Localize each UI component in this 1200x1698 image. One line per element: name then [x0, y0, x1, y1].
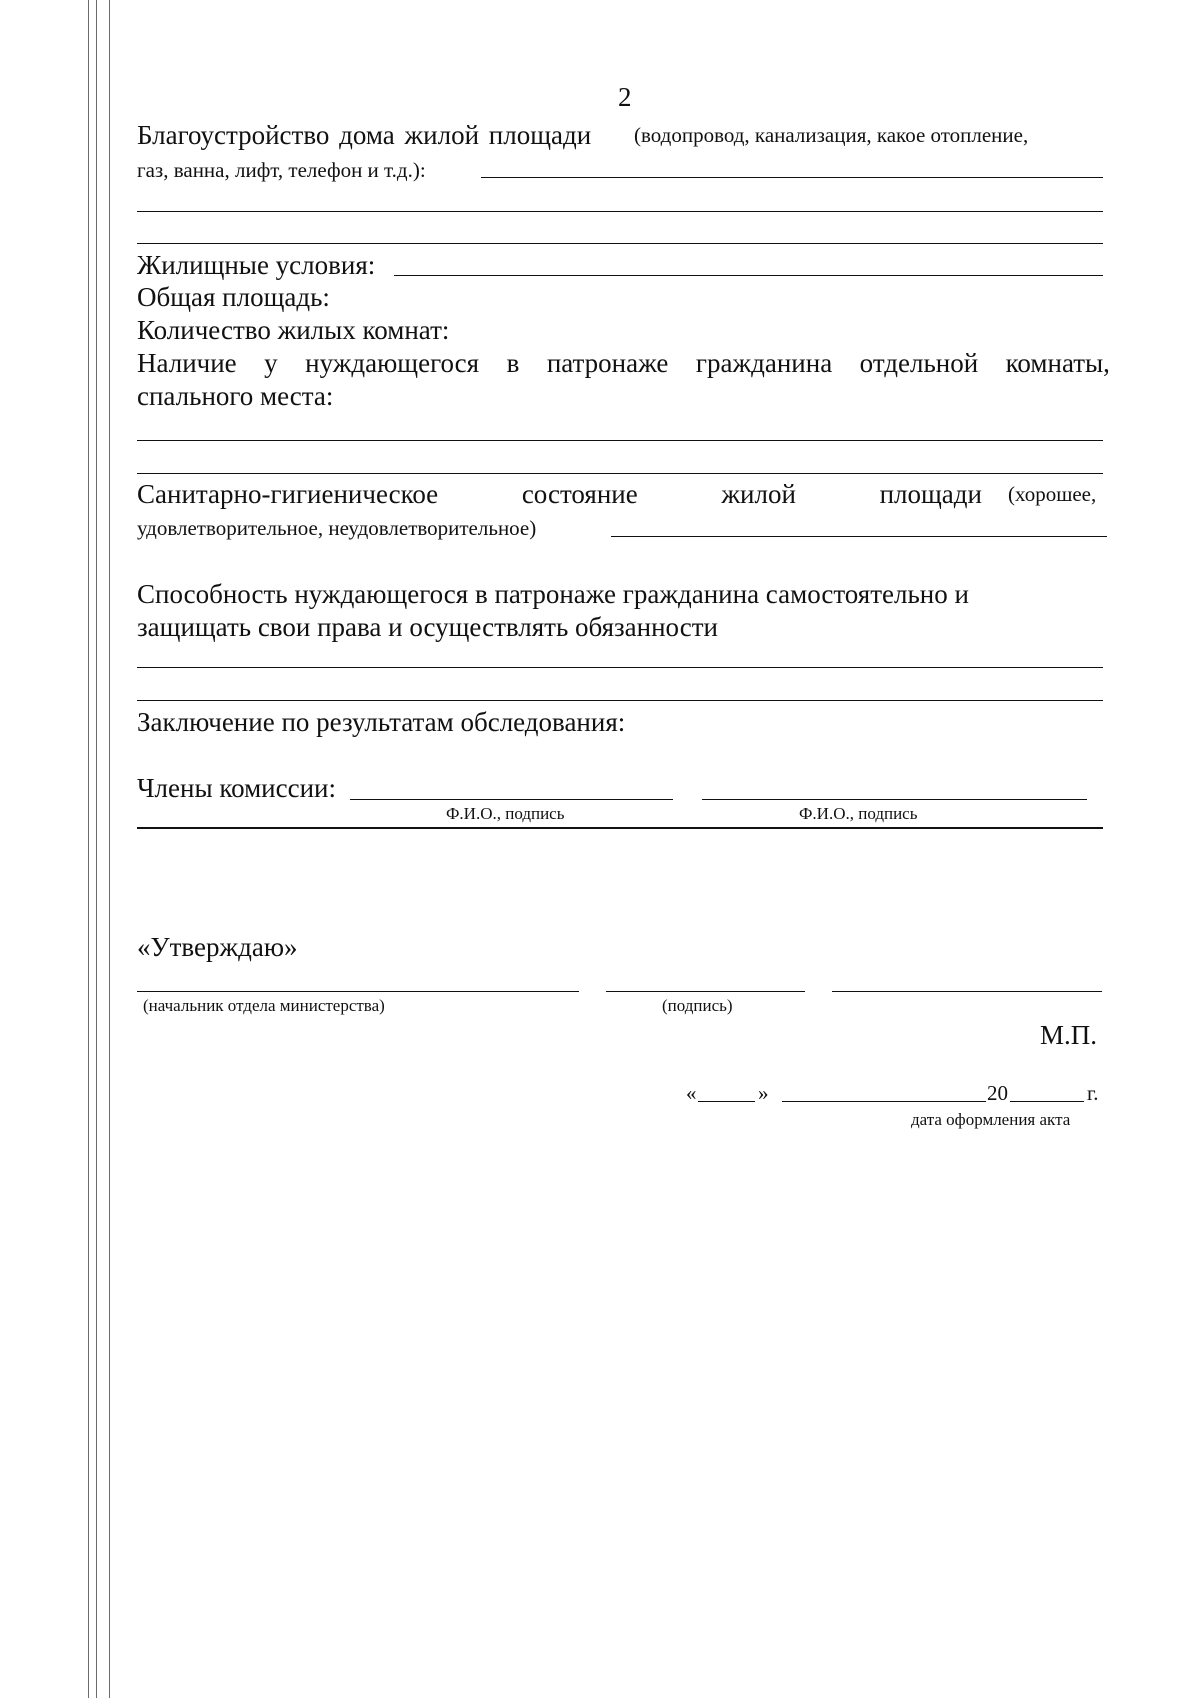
approval-title: «Утверждаю» [137, 932, 298, 962]
ability-fill-line-2 [137, 700, 1103, 701]
separate-room-word: отдельной [859, 348, 979, 378]
approval-head-caption: (начальник отдела министерства) [143, 996, 385, 1015]
sanitary-word: площади [879, 479, 982, 509]
date-month-line [782, 1101, 986, 1102]
date-year-suffix: г. [1087, 1081, 1099, 1105]
date-caption: дата оформления акта [911, 1110, 1071, 1129]
sanitary-line1 [137, 481, 982, 508]
page-number: 2 [618, 82, 632, 112]
ability-fill-line-1 [137, 667, 1103, 668]
ability-line2: защищать свои права и осуществлять обязанности [137, 612, 718, 642]
sanitary-word: Санитарно-гигиеническое [137, 479, 439, 509]
improvements-details-line1: (водопровод, канализация, какое отопление, [634, 123, 1029, 147]
margin-line-1 [88, 0, 89, 1698]
separate-room-fill-line-2 [137, 473, 1103, 474]
separate-room-word: Наличие [137, 348, 237, 378]
separate-room-word: комнаты, [1005, 348, 1110, 378]
date-day-line [698, 1101, 755, 1102]
approval-signature-caption: (подпись) [662, 996, 733, 1015]
separate-room-word: в [506, 348, 520, 378]
conclusion-label: Заключение по результатам обследования: [137, 707, 626, 737]
date-close-quote: » [758, 1081, 769, 1105]
commission-signature-line-1 [350, 799, 673, 800]
improvements-fill-line-1 [481, 177, 1103, 178]
sanitary-fill-line [611, 536, 1107, 537]
separate-room-line2: спального места: [137, 381, 334, 411]
commission-label: Члены комиссии: [137, 773, 336, 803]
sanitary-word: состояние [521, 479, 638, 509]
separate-room-word: гражданина [695, 348, 833, 378]
separate-room-fill-line-1 [137, 440, 1103, 441]
commission-divider-line [137, 827, 1103, 829]
improvements-label: Благоустройство дома жилой площади [137, 120, 592, 150]
ability-line1: Способность нуждающегося в патронаже гражданина самостоятельно и [137, 579, 969, 609]
separate-room-word: нуждающегося [305, 348, 480, 378]
margin-line-3 [109, 0, 110, 1698]
stamp-label: М.П. [1040, 1020, 1098, 1050]
approval-head-line [137, 991, 579, 992]
date-year-prefix: 20 [987, 1081, 1008, 1105]
date-open-quote: « [686, 1081, 697, 1105]
separate-room-line1 [137, 350, 1110, 377]
rooms-count-label: Количество жилых комнат: [137, 315, 450, 345]
commission-signature-caption-1: Ф.И.О., подпись [446, 804, 565, 823]
sanitary-paren: (хорошее, [1008, 482, 1097, 506]
separate-room-word: у [264, 348, 278, 378]
date-year-line [1010, 1101, 1084, 1102]
commission-signature-line-2 [702, 799, 1087, 800]
separate-room-word: патронаже [546, 348, 669, 378]
improvements-fill-line-3 [137, 243, 1103, 244]
housing-conditions-fill-line [394, 275, 1103, 276]
sanitary-word: жилой [721, 479, 796, 509]
housing-conditions-label: Жилищные условия: [137, 250, 376, 280]
approval-signature-line [606, 991, 805, 992]
improvements-details-line2: газ, ванна, лифт, телефон и т.д.): [137, 158, 426, 182]
margin-line-2 [96, 0, 97, 1698]
approval-extra-line [832, 991, 1102, 992]
improvements-fill-line-2 [137, 211, 1103, 212]
total-area-label: Общая площадь: [137, 282, 330, 312]
commission-signature-caption-2: Ф.И.О., подпись [799, 804, 918, 823]
sanitary-line2: удовлетворительное, неудовлетворительное) [137, 516, 537, 540]
